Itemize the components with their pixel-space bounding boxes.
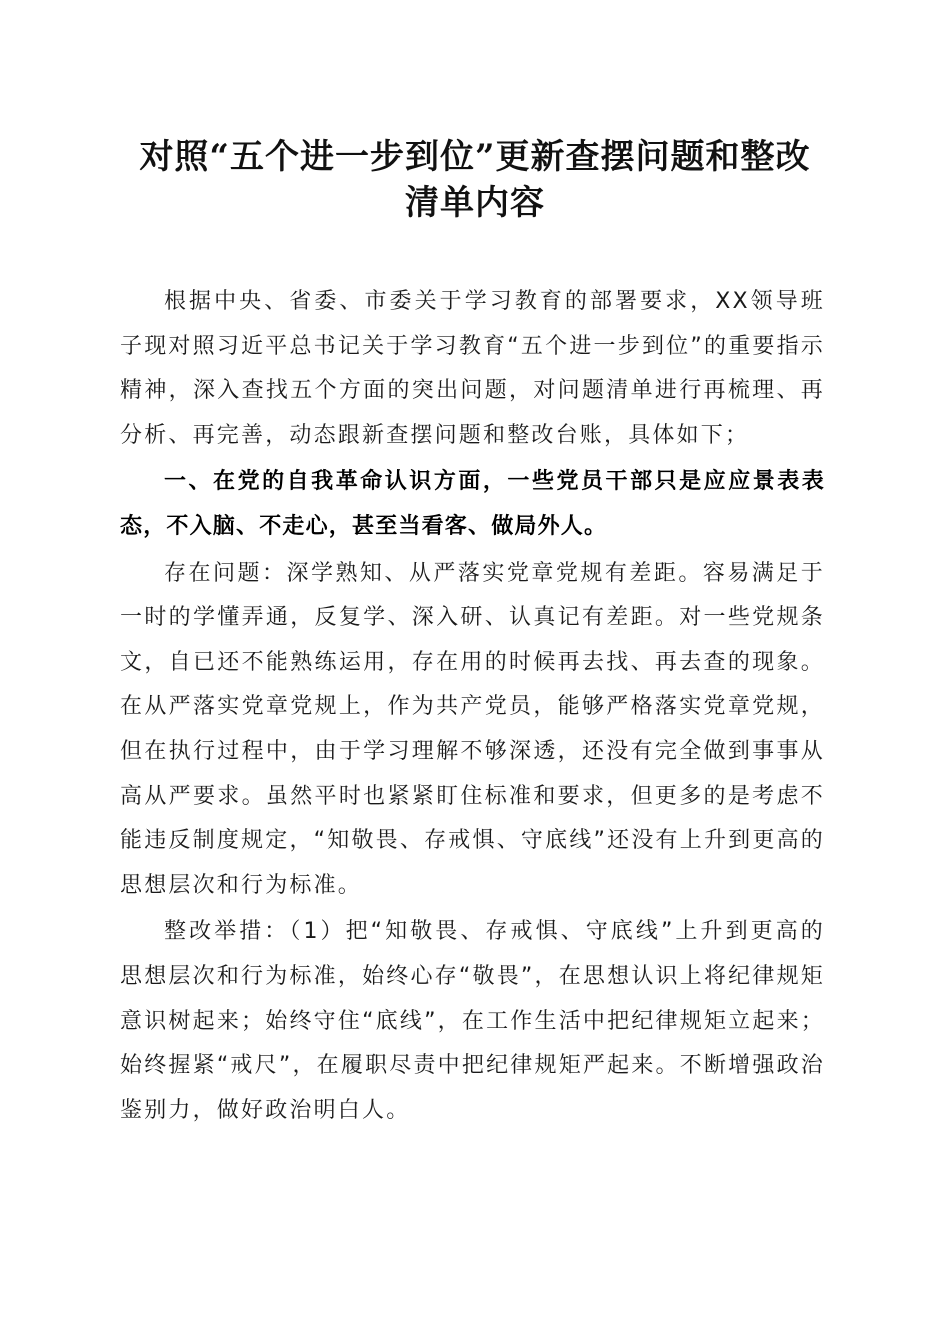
- section-heading-1: 一、在党的自我革命认识方面，一些党员干部只是应应景表表态，不入脑、不走心，甚至当看客、做局外人。: [120, 469, 825, 539]
- measures-paragraph: 整改举措：（1）把“知敬畏、存戒惧、守底线”上升到更高的思想层次和行为标准，始终心存“敬畏”，在思想认识上将纪律规矩意识树起来；始终守住“底线”，在工作生活中把纪律规矩立起来；始终握紧“戒尺”，在履职尽责中把纪律规矩严起来。不断增强政治鉴别力，做好政治明白人。: [120, 919, 825, 1123]
- document-title: [100, 134, 850, 226]
- title-line-2: 清单内容: [405, 183, 545, 223]
- intro-paragraph: 根据中央、省委、市委关于学习教育的部署要求，XX领导班子现对照习近平总书记关于学习教育“五个进一步到位”的重要指示精神，深入查找五个方面的突出问题，对问题清单进行再梳理、再分析、再完善，动态跟新查摆问题和整改台账，具体如下；: [120, 289, 825, 448]
- title-line-1: 对照“五个进一步到位”更新查摆问题和整改: [139, 137, 811, 177]
- document-body: [120, 280, 825, 1133]
- problems-paragraph: 存在问题：深学熟知、从严落实党章党规有差距。容易满足于一时的学懂弄通，反复学、深入研、认真记有差距。对一些党规条文，自已还不能熟练运用，存在用的时候再去找、再去查的现象。在从严落实党章党规上，作为共产党员，能够严格落实党章党规，但在执行过程中，由于学习理解不够深透，还没有完全做到事事从高从严要求。虽然平时也紧紧盯住标准和要求，但更多的是考虑不能违反制度规定，“知敬畏、存戒惧、守底线”还没有上升到更高的思想层次和行为标准。: [120, 560, 825, 898]
